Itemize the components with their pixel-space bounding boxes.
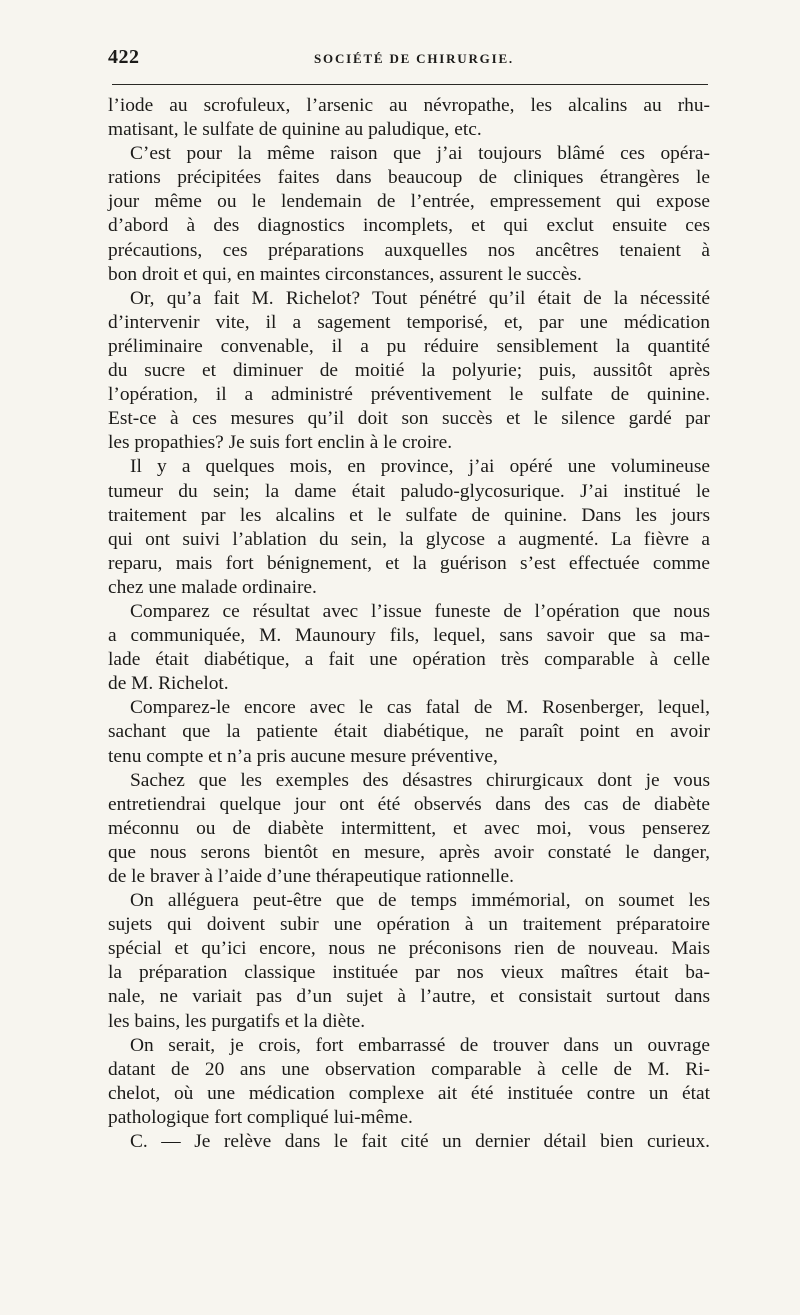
running-title: SOCIÉTÉ DE CHIRURGIE. [314,51,514,66]
text-line: Sachez que les exemples des désastres chirurgicaux dont je vous [130,769,710,791]
text-line: sachant que la patiente était diabétique, ne paraît point en avoir [108,721,710,743]
text-line: bon droit et qui, en maintes circonstances, assurent le succès. [108,263,582,285]
text-line: lade était diabétique, a fait une opération très comparable à celle [108,649,710,671]
header-rule [112,84,708,85]
page-header [108,46,708,72]
text-line: préliminaire convenable, il a pu réduire sensiblement la quantité [108,335,710,357]
text-line: a communiquée, M. Maunoury fils, lequel, sans savoir que sa ma- [108,625,710,647]
text-line: de le braver à l’aide d’une thérapeutique rationnelle. [108,866,514,887]
text-line: Est-ce à ces mesures qu’il doit son succès et le silence gardé par [108,408,710,430]
text-line: matisant, le sulfate de quinine au paludique, etc. [108,119,482,141]
text-line: jour même ou le lendemain de l’entrée, empressement qui expose [108,191,710,213]
text-line: On serait, je crois, fort embarrassé de trouver dans un ouvrage [130,1034,710,1056]
text-line: On alléguera peut-être que de temps immémorial, on soumet les [130,890,710,912]
text-line: C. — Je relève dans le fait cité un dernier détail bien curieux. [130,1131,710,1153]
text-line: sujets qui doivent subir une opération à un traitement préparatoire [108,914,710,936]
text-line: les bains, les purgatifs et la diète. [108,1010,366,1032]
body-text [108,94,710,1154]
text-line: Il y a quelques mois, en province, j’ai opéré une volumineuse [130,456,710,478]
text-line: chelot, où une médication complexe ait été instituée contre un état [108,1082,710,1104]
text-line: nale, ne variait pas d’un sujet à l’autre, et consistait surtout dans [108,986,710,1008]
text-line: rations précipitées faites dans beaucoup de cliniques étrangères le [108,167,710,189]
text-line: entretiendrai quelque jour ont été observés dans des cas de diabète [108,793,710,815]
text-line: chez une malade ordinaire. [108,576,317,598]
text-line: tumeur du sein; la dame était paludo-glycosurique. J’ai institué le [108,480,710,502]
text-line: du sucre et diminuer de moitié la polyurie; puis, aussitôt après [108,360,710,382]
text-line: la préparation classique instituée par nos vieux maîtres était ba- [108,962,710,984]
text-line: l’iode au scrofuleux, l’arsenic au névropathe, les alcalins au rhu- [108,95,710,116]
text-line: tenu compte et n’a pris aucune mesure préventive, [108,745,498,767]
page-number: 422 [108,46,140,68]
text-line: qui ont suivi l’ablation du sein, la glycose a augmenté. La fièvre a [108,528,710,550]
text-line: spécial et qu’ici encore, nous ne préconisons rien de nouveau. Mais [108,938,710,960]
text-line: d’intervenir vite, il a sagement temporisé, et, par une médication [108,311,710,333]
text-line: que nous serons bientôt en mesure, après avoir constaté le danger, [108,841,710,863]
text-line: C’est pour la même raison que j’ai toujours blâmé ces opéra- [130,143,710,165]
text-line: datant de 20 ans une observation comparable à celle de M. Ri- [108,1058,710,1080]
text-line: pathologique fort compliqué lui-même. [108,1106,413,1128]
text-line: Or, qu’a fait M. Richelot? Tout pénétré qu’il était de la nécessité [130,287,710,309]
text-line: précautions, ces préparations auxquelles nos ancêtres tenaient à [108,239,710,261]
text-line: d’abord à des diagnostics incomplets, et qui exclut ensuite ces [108,215,710,237]
text-line: traitement par les alcalins et le sulfate de quinine. Dans les jours [108,504,710,526]
text-line: les propathies? Je suis fort enclin à le croire. [108,432,453,454]
text-line: Comparez-le encore avec le cas fatal de M. Rosenberger, lequel, [130,697,710,719]
text-line: de M. Richelot. [108,673,229,695]
text-line: Comparez ce résultat avec l’issue funeste de l’opération que nous [130,600,710,622]
text-line: reparu, mais fort bénignement, et la guérison s’est effectuée comme [108,552,710,574]
text-line: l’opération, il a administré préventivement le sulfate de quinine. [108,384,710,406]
text-line: méconnu ou de diabète intermittent, et avec moi, vous penserez [108,817,710,839]
